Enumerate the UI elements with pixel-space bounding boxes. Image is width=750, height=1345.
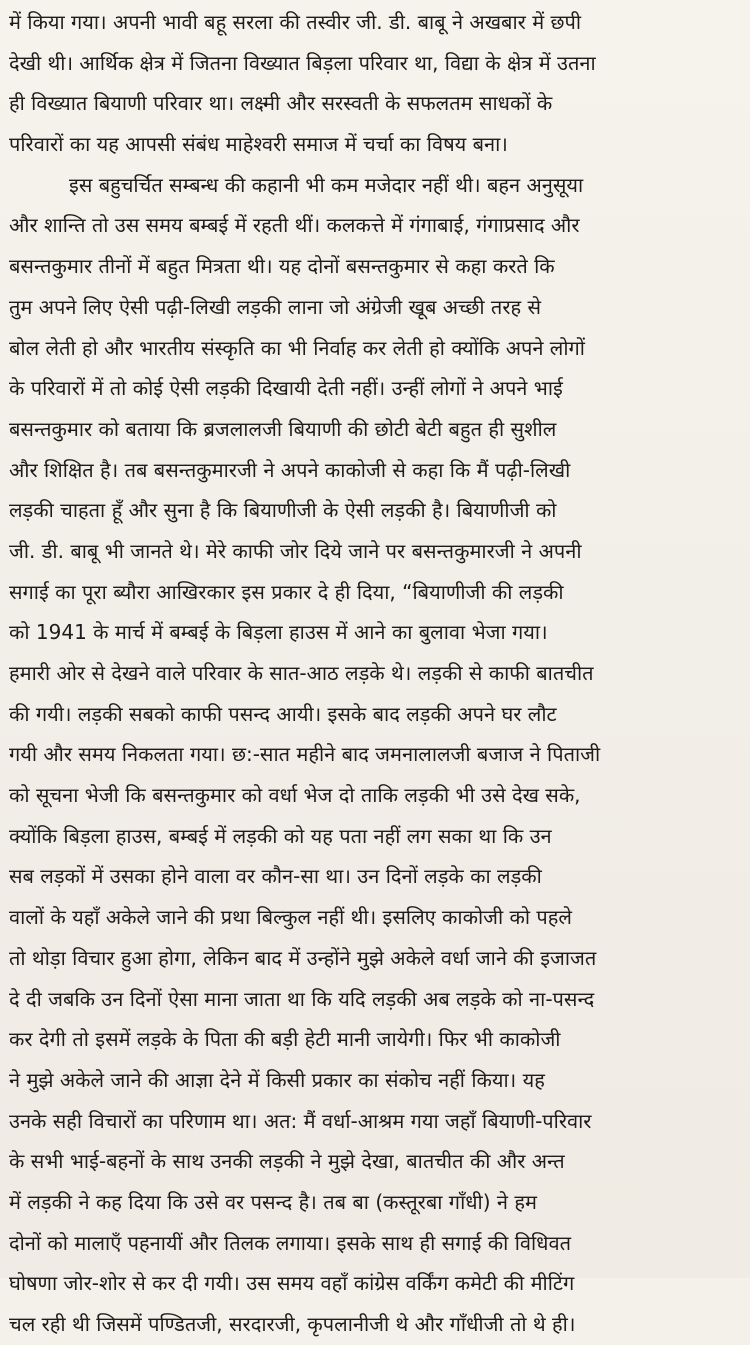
paragraph-start-line: इस बहुचर्चित सम्बन्ध की कहानी भी कम मजेदार नहीं थी। बहन अनुसूया (69, 172, 584, 197)
text-line: जी. डी. बाबू भी जानते थे। मेरे काफी जोर दिये जाने पर बसन्तकुमारजी ने अपनी (9, 538, 582, 563)
text-line: में लड़की ने कह दिया कि उसे वर पसन्द है। तब बा (कस्तूरबा गाँधी) ने हम (9, 1189, 537, 1214)
text-line: हमारी ओर से देखने वाले परिवार के सात-आठ लड़के थे। लड़की से काफी बातचीत (9, 661, 594, 685)
text-line: ने मुझे अकेले जाने की आज्ञा देने में किसी प्रकार का संकोच नहीं किया। यह (9, 1067, 545, 1092)
text-line: की गयी। लड़की सबको काफी पसन्द आयी। इसके बाद लड़की अपने घर लौट (9, 701, 557, 726)
text-line: तुम अपने लिए ऐसी पढ़ी-लिखी लड़की लाना जो अंग्रेजी खूब अच्छी तरह से (9, 294, 542, 319)
text-line: देखी थी। आर्थिक क्षेत्र में जितना विख्यात बिड़ला परिवार था, विद्या के क्षेत्र में उतना (9, 50, 596, 75)
text-line: घोषणा जोर-शोर से कर दी गयी। उस समय वहाँ कांग्रेस वर्किंग कमेटी की मीटिंग (9, 1271, 575, 1296)
text-line: और शिक्षित है। तब बसन्तकुमारजी ने अपने काकोजी से कहा कि मैं पढ़ी-लिखी (9, 457, 571, 482)
text-line: के सभी भाई-बहनों के साथ उनकी लड़की ने मुझे देखा, बातचीत की और अन्त (9, 1149, 565, 1174)
text-line: सगाई का पूरा ब्यौरा आखिरकार इस प्रकार दे ही दिया, “बियाणीजी की लड़की (9, 579, 564, 604)
text-line: बसन्तकुमार तीनों में बहुत मित्रता थी। यह दोनों बसन्तकुमार से कहा करते कि (9, 254, 555, 279)
text-line: के परिवारों में तो कोई ऐसी लड़की दिखायी देती नहीं। उन्हीं लोगों ने अपने भाई (9, 376, 563, 401)
text-line: सब लड़कों में उसका होने वाला वर कौन-सा था। उन दिनों लड़के का लड़की (9, 864, 542, 889)
text-line: चल रही थी जिसमें पण्डितजी, सरदारजी, कृपलानीजी थे और गाँधीजी तो थे ही। (9, 1312, 576, 1336)
text-line: उनके सही विचारों का परिणाम था। अत: मैं वर्धा-आश्रम गया जहाँ बियाणी-परिवार (9, 1108, 592, 1133)
text-line: बोल लेती हो और भारतीय संस्कृति का भी निर्वाह कर लेती हो क्योंकि अपने लोगों (9, 335, 585, 360)
text-line: परिवारों का यह आपसी संबंध माहेश्वरी समाज में चर्चा का विषय बना। (9, 132, 508, 157)
text-line: क्योंकि बिड़ला हाउस, बम्बई में लड़की को यह पता नहीं लग सका था कि उन (9, 823, 552, 848)
text-line: दोनों को मालाएँ पहनायीं और तिलक लगाया। इसके साथ ही सगाई की विधिवत (9, 1230, 571, 1255)
text-line: तो थोड़ा विचार हुआ होगा, लेकिन बाद में उन्होंने मुझे अकेले वर्धा जाने की इजाजत (9, 945, 597, 970)
text-line: गयी और समय निकलता गया। छ:-सात महीने बाद जमनालालजी बजाज ने पिताजी (9, 742, 601, 767)
text-line: लड़की चाहता हूँ और सुना है कि बियाणीजी के ऐसी लड़की है। बियाणीजी को (9, 498, 557, 523)
text-line: कर देगी तो इसमें लड़के के पिता की बड़ी हेटी मानी जायेगी। फिर भी काकोजी (9, 1027, 561, 1052)
text-line: में किया गया। अपनी भावी बहू सरला की तस्वीर जी. डी. बाबू ने अखबार में छपी (9, 10, 582, 34)
text-line: दे दी जबकि उन दिनों ऐसा माना जाता था कि यदि लड़की अब लड़के को ना-पसन्द (9, 986, 595, 1011)
text-line: वालों के यहाँ अकेले जाने की प्रथा बिल्कुल नहीं थी। इसलिए काकोजी को पहले (9, 905, 572, 930)
text-line: ही विख्यात बियाणी परिवार था। लक्ष्मी और सरस्वती के सफलतम साधकों के (9, 91, 553, 116)
text-line: को सूचना भेजी कि बसन्तकुमार को वर्धा भेज दो ताकि लड़की भी उसे देख सके, (9, 783, 581, 808)
text-line: बसन्तकुमार को बताया कि ब्रजलालजी बियाणी की छोटी बेटी बहुत ही सुशील (9, 416, 557, 441)
text-line: को 1941 के मार्च में बम्बई के बिड़ला हाउस में आने का बुलावा भेजा गया। (9, 620, 548, 645)
text-line: और शान्ति तो उस समय बम्बई में रहती थीं। कलकत्ते में गंगाबाई, गंगाप्रसाद और (9, 213, 580, 238)
